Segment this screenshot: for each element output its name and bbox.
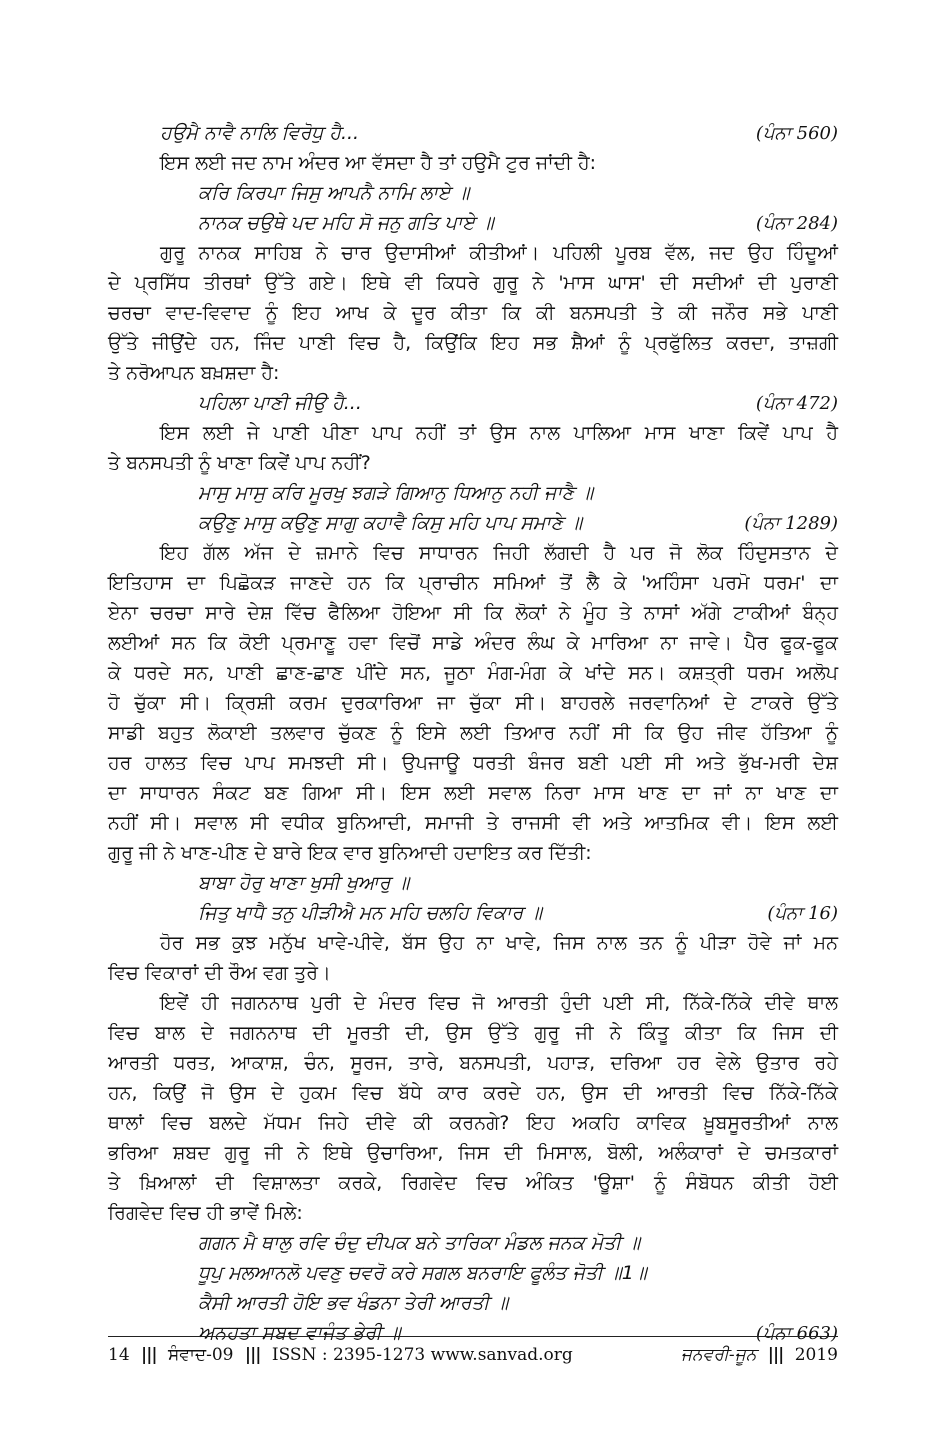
text-line: ਉੱਤੇ ਜੀਉਂਦੇ ਹਨ, ਜਿੰਦ ਪਾਣੀ ਵਿਚ ਹੈ, ਕਿਉਂਕਿ ਇਹ ਸਭ ਸ਼ੈਆਂ ਨੂੰ ਪ੍ਰਫੁੱਲਿਤ ਕਰਦਾ, ਤਾਜ਼ਗੀ	[108, 332, 838, 354]
page-reference: (ਪੰਨਾ 16)	[767, 903, 838, 924]
footer-right	[681, 1345, 838, 1365]
quote-line: ਕਉਣੁ ਮਾਸੁ ਕਉਣੁ ਸਾਗੁ ਕਹਾਵੈ ਕਿਸੁ ਮਹਿ ਪਾਪ ਸਮਾਣੇ ॥ (ਪੰਨਾ 1289)	[108, 508, 838, 538]
text-line: ਰਿਗਵੇਦ ਵਿਚ ਹੀ ਭਾਵੇਂ ਮਿਲੇ:	[108, 1202, 303, 1224]
text-line: ਇਵੇਂ ਹੀ ਜਗਨਨਾਥ ਪੁਰੀ ਦੇ ਮੰਦਰ ਵਿਚ ਜੋ ਆਰਤੀ ਹੁੰਦੀ ਪਈ ਸੀ, ਨਿੱਕੇ-ਨਿੱਕੇ ਦੀਵੇ ਥਾਲ	[160, 992, 838, 1014]
footer-left	[108, 1345, 573, 1365]
text-line: ਤੇ ਨਰੋਆਪਨ ਬਖ਼ਸ਼ਦਾ ਹੈ:	[108, 362, 280, 384]
text-line: ਤੇ ਬਨਸਪਤੀ ਨੂੰ ਖਾਣਾ ਕਿਵੇਂ ਪਾਪ ਨਹੀਂ?	[108, 452, 371, 474]
text-line: ਤੇ ਖ਼ਿਆਲਾਂ ਦੀ ਵਿਸ਼ਾਲਤਾ ਕਰਕੇ, ਰਿਗਵੇਦ ਵਿਚ ਅੰਕਿਤ 'ਊਸ਼ਾ' ਨੂੰ ਸੰਬੋਧਨ ਕੀਤੀ ਹੋਈ	[108, 1172, 838, 1194]
page-body	[108, 118, 838, 1348]
text-line: ਚਰਚਾ ਵਾਦ-ਵਿਵਾਦ ਨੂੰ ਇਹ ਆਖ ਕੇ ਦੂਰ ਕੀਤਾ ਕਿ ਕੀ ਬਨਸਪਤੀ ਤੇ ਕੀ ਜਨੌਰ ਸਭੇ ਪਾਣੀ	[108, 302, 838, 324]
text-line: ਇਹ ਗੱਲ ਅੱਜ ਦੇ ਜ਼ਮਾਨੇ ਵਿਚ ਸਾਧਾਰਨ ਜਿਹੀ ਲੱਗਦੀ ਹੈ ਪਰ ਜੋ ਲੋਕ ਹਿੰਦੁਸਤਾਨ ਦੇ	[160, 542, 838, 564]
issn-website: ISSN : 2395-1273 www.sanvad.org	[271, 1345, 573, 1365]
text-line: ਦਾ ਸਾਧਾਰਨ ਸੰਕਟ ਬਣ ਗਿਆ ਸੀ। ਇਸ ਲਈ ਸਵਾਲ ਨਿਰਾ ਮਾਸ ਖਾਣ ਦਾ ਜਾਂ ਨਾ ਖਾਣ ਦਾ	[108, 782, 838, 804]
separator-icon: |||	[767, 1345, 784, 1365]
separator-icon: |||	[244, 1345, 261, 1365]
quote-line: ਕੈਸੀ ਆਰਤੀ ਹੋਇ ਭਵ ਖੰਡਨਾ ਤੇਰੀ ਆਰਤੀ ॥	[198, 1292, 509, 1314]
separator-icon: |||	[141, 1345, 157, 1365]
issue-year: 2019	[794, 1345, 838, 1365]
issue-months: ਜਨਵਰੀ-ਜੂਨ	[680, 1345, 757, 1365]
text-line: ਹਰ ਹਾਲਤ ਵਿਚ ਪਾਪ ਸਮਝਦੀ ਸੀ। ਉਪਜਾਊ ਧਰਤੀ ਬੰਜਰ ਬਣੀ ਪਈ ਸੀ ਅਤੇ ਭੁੱਖ-ਮਰੀ ਦੇਸ਼	[108, 752, 838, 774]
text-line: ਭਰਿਆ ਸ਼ਬਦ ਗੁਰੂ ਜੀ ਨੇ ਇਥੇ ਉਚਾਰਿਆ, ਜਿਸ ਦੀ ਮਿਸਾਲ, ਬੋਲੀ, ਅਲੰਕਾਰਾਂ ਦੇ ਚਮਤਕਾਰਾਂ	[108, 1142, 838, 1164]
text-line: ਏਨਾ ਚਰਚਾ ਸਾਰੇ ਦੇਸ਼ ਵਿੱਚ ਫੈਲਿਆ ਹੋਇਆ ਸੀ ਕਿ ਲੋਕਾਂ ਨੇ ਮੂੰਹ ਤੇ ਨਾਸਾਂ ਅੱਗੇ ਟਾਕੀਆਂ ਬੰਨ੍ਹ	[108, 602, 838, 624]
text-line: ਵਿਚ ਵਿਕਾਰਾਂ ਦੀ ਰੌਅ ਵਗ ਤੁਰੇ।	[108, 962, 331, 984]
text-line: ਇਸ ਲਈ ਜਦ ਨਾਮ ਅੰਦਰ ਆ ਵੱਸਦਾ ਹੈ ਤਾਂ ਹਉਮੈ ਟੁਰ ਜਾਂਦੀ ਹੈ:	[160, 152, 597, 174]
page-reference: (ਪੰਨਾ 663)	[755, 1323, 838, 1344]
quote-line: ਬਾਬਾ ਹੋਰੁ ਖਾਣਾ ਖੁਸੀ ਖੁਆਰੁ ॥	[198, 872, 410, 894]
text-line: ਗੁਰੂ ਜੀ ਨੇ ਖਾਣ-ਪੀਣ ਦੇ ਬਾਰੇ ਇਕ ਵਾਰ ਬੁਨਿਆਦੀ ਹਦਾਇਤ ਕਰ ਦਿੱਤੀ:	[108, 842, 592, 864]
text-line: ਆਰਤੀ ਧਰਤ, ਆਕਾਸ਼, ਚੰਨ, ਸੂਰਜ, ਤਾਰੇ, ਬਨਸਪਤੀ, ਪਹਾੜ, ਦਰਿਆ ਹਰ ਵੇਲੇ ਉਤਾਰ ਰਹੇ	[108, 1052, 838, 1074]
magazine-name: ਸੰਵਾਦ-09	[168, 1345, 234, 1365]
quote-line: ਹਉਮੈ ਨਾਵੈ ਨਾਲਿ ਵਿਰੋਧੁ ਹੈ... (ਪੰਨਾ 560)	[108, 118, 838, 148]
quote-line: ਜਿਤੁ ਖਾਧੈ ਤਨੁ ਪੀੜੀਐ ਮਨ ਮਹਿ ਚਲਹਿ ਵਿਕਾਰ ॥ (ਪੰਨਾ 16)	[108, 898, 838, 928]
quote-line: ਧੂਪੁ ਮਲਆਨਲੋ ਪਵਣੁ ਚਵਰੋ ਕਰੇ ਸਗਲ ਬਨਰਾਇ ਫੂਲੰਤ ਜੋਤੀ ॥1॥	[198, 1262, 647, 1284]
text-line: ਵਿਚ ਬਾਲ ਦੇ ਜਗਨਨਾਥ ਦੀ ਮੂਰਤੀ ਦੀ, ਉਸ ਉੱਤੇ ਗੁਰੂ ਜੀ ਨੇ ਕਿੰਤੂ ਕੀਤਾ ਕਿ ਜਿਸ ਦੀ	[108, 1022, 838, 1044]
text-line: ਕੇ ਧਰਦੇ ਸਨ, ਪਾਣੀ ਛਾਣ-ਛਾਣ ਪੀਂਦੇ ਸਨ, ਜੂਠਾ ਮੰਗ-ਮੰਗ ਕੇ ਖਾਂਦੇ ਸਨ। ਕਸ਼ਤ੍ਰੀ ਧਰਮ ਅਲੋਪ	[108, 662, 838, 684]
text-line: ਸਾਡੀ ਬਹੁਤ ਲੋਕਾਈ ਤਲਵਾਰ ਚੁੱਕਣ ਨੂੰ ਇਸੇ ਲਈ ਤਿਆਰ ਨਹੀਂ ਸੀ ਕਿ ਉਹ ਜੀਵ ਹੱਤਿਆ ਨੂੰ	[108, 722, 838, 744]
text-line: ਨਹੀਂ ਸੀ। ਸਵਾਲ ਸੀ ਵਧੀਕ ਬੁਨਿਆਦੀ, ਸਮਾਜੀ ਤੇ ਰਾਜਸੀ ਵੀ ਅਤੇ ਆਤਮਿਕ ਵੀ। ਇਸ ਲਈ	[108, 812, 838, 834]
text-line: ਗੁਰੂ ਨਾਨਕ ਸਾਹਿਬ ਨੇ ਚਾਰ ਉਦਾਸੀਆਂ ਕੀਤੀਆਂ। ਪਹਿਲੀ ਪੂਰਬ ਵੱਲ, ਜਦ ਉਹ ਹਿੰਦੂਆਂ	[160, 242, 838, 264]
page-number: 14	[108, 1345, 130, 1365]
page-reference: (ਪੰਨਾ 284)	[755, 213, 838, 234]
text-line: ਇਸ ਲਈ ਜੇ ਪਾਣੀ ਪੀਣਾ ਪਾਪ ਨਹੀਂ ਤਾਂ ਉਸ ਨਾਲ ਪਾਲਿਆ ਮਾਸ ਖਾਣਾ ਕਿਵੇਂ ਪਾਪ ਹੈ	[160, 422, 838, 444]
quote-line: ਮਾਸੁ ਮਾਸੁ ਕਰਿ ਮੂਰਖੁ ਝਗੜੇ ਗਿਆਨੁ ਧਿਆਨੁ ਨਹੀ ਜਾਣੈ ॥	[198, 482, 594, 504]
quote-line: ਪਹਿਲਾ ਪਾਣੀ ਜੀਉ ਹੈ... (ਪੰਨਾ 472)	[108, 388, 838, 418]
quote-line: ਕਰਿ ਕਿਰਪਾ ਜਿਸੁ ਆਪਨੈ ਨਾਮਿ ਲਾਏ ॥	[198, 182, 470, 204]
page-reference: (ਪੰਨਾ 472)	[755, 393, 838, 414]
text-line: ਹੋ ਚੁੱਕਾ ਸੀ। ਕ੍ਰਿਸ਼ੀ ਕਰਮ ਦੁਰਕਾਰਿਆ ਜਾ ਚੁੱਕਾ ਸੀ। ਬਾਹਰਲੇ ਜਰਵਾਨਿਆਂ ਦੇ ਟਾਕਰੇ ਉੱਤੇ	[108, 692, 838, 714]
page-reference: (ਪੰਨਾ 560)	[755, 123, 838, 144]
quote-line: ਅਨਹਤਾ ਸਬਦ ਵਾਜੰਤ ਭੇਰੀ ॥ (ਪੰਨਾ 663)	[108, 1318, 838, 1348]
quote-line: ਗਗਨ ਮੈ ਥਾਲੁ ਰਵਿ ਚੰਦੁ ਦੀਪਕ ਬਨੇ ਤਾਰਿਕਾ ਮੰਡਲ ਜਨਕ ਮੋਤੀ ॥	[198, 1232, 641, 1254]
text-line: ਲਈਆਂ ਸਨ ਕਿ ਕੋਈ ਪ੍ਰਮਾਣੂ ਹਵਾ ਵਿਚੋਂ ਸਾਡੇ ਅੰਦਰ ਲੰਘ ਕੇ ਮਾਰਿਆ ਨਾ ਜਾਵੇ। ਪੈਰ ਫੂਕ-ਫੂਕ	[108, 632, 838, 654]
text-line: ਦੇ ਪ੍ਰਸਿੱਧ ਤੀਰਥਾਂ ਉੱਤੇ ਗਏ। ਇਥੇ ਵੀ ਕਿਧਰੇ ਗੁਰੂ ਨੇ 'ਮਾਸ ਘਾਸ' ਦੀ ਸਦੀਆਂ ਦੀ ਪੁਰਾਣੀ	[108, 272, 838, 294]
quote-line: ਨਾਨਕ ਚਉਥੇ ਪਦ ਮਹਿ ਸੋ ਜਨੁ ਗਤਿ ਪਾਏ ॥ (ਪੰਨਾ 284)	[108, 208, 838, 238]
text-line: ਇਤਿਹਾਸ ਦਾ ਪਿਛੋਕੜ ਜਾਣਦੇ ਹਨ ਕਿ ਪ੍ਰਾਚੀਨ ਸਮਿਆਂ ਤੋਂ ਲੈ ਕੇ 'ਅਹਿੰਸਾ ਪਰਮੋ ਧਰਮ' ਦਾ	[108, 572, 838, 594]
text-line: ਹੋਰ ਸਭ ਕੁਝ ਮਨੁੱਖ ਖਾਵੇ-ਪੀਵੇ, ਬੱਸ ਉਹ ਨਾ ਖਾਵੇ, ਜਿਸ ਨਾਲ ਤਨ ਨੂੰ ਪੀੜਾ ਹੋਵੇ ਜਾਂ ਮਨ	[160, 932, 838, 954]
text-line: ਹਨ, ਕਿਉਂ ਜੋ ਉਸ ਦੇ ਹੁਕਮ ਵਿਚ ਬੱਧੇ ਕਾਰ ਕਰਦੇ ਹਨ, ਉਸ ਦੀ ਆਰਤੀ ਵਿਚ ਨਿੱਕੇ-ਨਿੱਕੇ	[108, 1082, 838, 1104]
page-footer	[108, 1336, 838, 1365]
page-reference: (ਪੰਨਾ 1289)	[744, 513, 838, 534]
text-line: ਥਾਲਾਂ ਵਿਚ ਬਲਦੇ ਮੱਧਮ ਜਿਹੇ ਦੀਵੇ ਕੀ ਕਰਨਗੇ? ਇਹ ਅਕਹਿ ਕਾਵਿਕ ਖ਼ੂਬਸੂਰਤੀਆਂ ਨਾਲ	[108, 1112, 838, 1134]
